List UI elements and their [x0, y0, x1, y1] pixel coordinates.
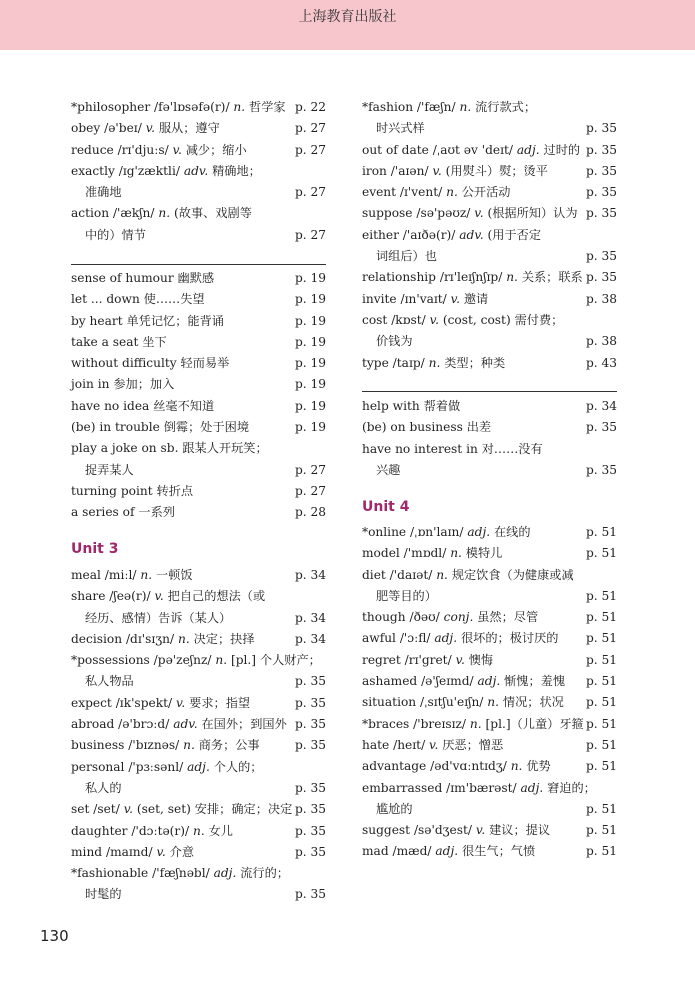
page-ref: p. 19	[294, 420, 326, 435]
definition: 在线的	[493, 525, 531, 539]
definition: 懊悔	[468, 652, 494, 667]
page-ref: p. 35	[585, 270, 617, 285]
entry-word: relationship /rɪ'leɪʃnʃɪp/	[362, 270, 503, 285]
part-of-speech: adj.	[516, 142, 540, 157]
vocab-entry-continued	[362, 331, 617, 352]
page-ref: p. 27	[294, 462, 326, 477]
page-ref: p. 51	[585, 759, 617, 774]
unit-3-list	[71, 565, 326, 906]
page-ref: p. 51	[585, 737, 617, 752]
page-ref: p. 19	[294, 356, 326, 371]
vocab-entry	[362, 396, 617, 417]
vocab-entry	[362, 182, 617, 203]
vocab-entry	[71, 650, 326, 671]
page-ref: p. 34	[294, 610, 326, 625]
entry-word: cost /kɒst/	[362, 312, 426, 327]
vocab-entry	[71, 863, 326, 884]
page-ref: p. 51	[585, 801, 617, 816]
vocab-entry	[71, 842, 326, 863]
vocab-entry	[71, 396, 326, 417]
vocab-entry	[71, 97, 326, 118]
definition: 窘迫的；	[547, 780, 596, 795]
definition: (用于否定	[487, 227, 542, 242]
vocab-entry	[362, 97, 617, 118]
entry-word: hate /heɪt/	[362, 737, 426, 752]
part-of-speech: n.	[140, 568, 153, 582]
vocab-entry	[71, 629, 326, 650]
page-ref: p. 35	[294, 717, 326, 732]
part-of-speech: adj.	[477, 674, 501, 689]
entry-word: suppose /sə'pəʊz/	[362, 206, 471, 221]
definition: 减少；缩小	[185, 142, 247, 157]
page-ref: p. 51	[585, 823, 617, 838]
page-ref: p. 35	[294, 674, 326, 689]
vocab-entry	[362, 439, 617, 460]
definition: 公开活动	[461, 185, 511, 200]
page-ref: p. 51	[585, 631, 617, 646]
definition-continued: 时髦的	[85, 887, 122, 902]
vocab-entry	[71, 311, 326, 332]
entry-word: (be) in trouble 倒霉；处于困境	[71, 420, 250, 435]
vocab-entry	[362, 671, 617, 692]
definition: [pl.]（儿童）牙箍	[485, 716, 584, 731]
part-of-speech: v.	[145, 121, 155, 136]
part-of-speech: v.	[432, 163, 442, 178]
part-of-speech: adj.	[187, 759, 210, 774]
part-of-speech: n.	[446, 185, 458, 200]
vocab-entry	[362, 692, 617, 713]
definition: 类型；种类	[444, 355, 506, 370]
page-ref: p. 51	[585, 716, 617, 731]
vocab-entry	[362, 140, 617, 161]
left-group2	[71, 268, 326, 524]
vocab-entry	[362, 289, 617, 310]
vocab-entry	[362, 310, 617, 331]
vocab-entry-continued	[362, 246, 617, 267]
page-ref: p. 27	[294, 483, 326, 498]
entry-word: type /taɪp/	[362, 355, 425, 370]
definition: 优势	[526, 759, 551, 774]
entry-word: reduce /rɪ'djuːs/	[71, 142, 169, 157]
vocab-entry	[71, 735, 326, 756]
vocab-entry-continued	[71, 182, 326, 203]
entry-word: mad /mæd/	[362, 844, 432, 859]
entry-word: play a joke on sb. 跟某人开玩笑；	[71, 441, 268, 456]
vocab-entry	[362, 267, 617, 288]
definition: 精确地；	[212, 163, 261, 178]
definition: 很生气；气愤	[462, 844, 536, 859]
publisher-name: 上海教育出版社	[298, 9, 397, 25]
entry-word: model /'mɒdl/	[362, 546, 447, 561]
page-ref: p. 35	[585, 420, 617, 435]
entry-word: daughter /'dɔːtə(r)/	[71, 823, 190, 838]
page-ref: p. 35	[585, 185, 617, 200]
right-group1	[362, 97, 617, 374]
page-ref: p. 27	[294, 227, 326, 242]
divider	[71, 264, 326, 265]
vocab-entry	[362, 225, 617, 246]
definition-continued: 尴尬的	[376, 801, 413, 816]
definition: 介意	[169, 844, 195, 859]
definition: 情况；状况	[502, 695, 564, 710]
vocab-entry	[71, 118, 326, 139]
entry-word: sense of humour 幽默感	[71, 271, 215, 285]
entry-word: help with 帮着做	[362, 399, 461, 413]
definition-continued: 私人物品	[85, 674, 134, 689]
part-of-speech: adv.	[459, 227, 484, 242]
page-ref: p. 35	[294, 780, 326, 795]
entry-word: set /set/	[71, 802, 120, 817]
page-number: 130	[40, 927, 69, 945]
definition: 过时的	[543, 142, 581, 157]
unit-3-heading: Unit 3	[71, 541, 119, 557]
entry-word: exactly /ɪg'zæktli/	[71, 163, 180, 178]
page-ref: p. 19	[294, 271, 326, 285]
definition: 在国外；到国外	[201, 717, 287, 732]
part-of-speech: v.	[475, 823, 486, 838]
vocab-entry	[71, 565, 326, 586]
page-ref: p. 22	[294, 100, 326, 114]
vocab-entry	[71, 821, 326, 842]
part-of-speech: v.	[429, 312, 439, 327]
part-of-speech: adj.	[434, 631, 458, 646]
vocab-entry	[362, 714, 617, 735]
vocab-entry	[362, 650, 617, 671]
part-of-speech: adj.	[213, 866, 237, 881]
vocab-entry	[71, 438, 326, 459]
part-of-speech: n.	[233, 100, 246, 114]
entry-word: without difficulty 轻而易举	[71, 356, 230, 371]
vocab-entry	[71, 586, 326, 607]
entry-word: either /'aɪðə(r)/	[362, 227, 456, 242]
vocab-entry	[362, 522, 617, 543]
page-ref: p. 27	[294, 121, 326, 136]
vocab-entry	[71, 289, 326, 310]
page-ref: p. 43	[585, 355, 617, 370]
part-of-speech: v.	[450, 291, 460, 306]
entry-word: mind /maɪnd/	[71, 844, 153, 859]
part-of-speech: adj.	[467, 525, 491, 539]
part-of-speech: adj.	[520, 780, 544, 795]
definition: 规定饮食（为健康或减	[451, 567, 574, 582]
entry-word: by heart 单凭记忆；能背诵	[71, 313, 224, 328]
definition: 把自己的想法（或	[167, 589, 266, 604]
entry-word: ashamed /ə'ʃeɪmd/	[362, 674, 474, 689]
entry-word: meal /miːl/	[71, 568, 137, 582]
page-ref: p. 51	[585, 588, 617, 603]
vocab-entry	[362, 628, 617, 649]
page-ref: p. 27	[294, 142, 326, 157]
definition-continued: 经历、感情）告诉（某人）	[85, 610, 232, 625]
page-ref: p. 51	[585, 652, 617, 667]
entry-word: though /ðəʊ/	[362, 610, 440, 625]
part-of-speech: v.	[175, 695, 186, 710]
page-ref: p. 35	[585, 163, 617, 178]
divider	[362, 391, 617, 392]
part-of-speech: n.	[487, 695, 500, 710]
definition: 要求；指望	[189, 695, 251, 710]
vocab-entry-continued	[71, 225, 326, 246]
definition: 个人的；	[213, 759, 263, 774]
page-ref: p. 51	[585, 844, 617, 859]
page-ref: p. 28	[294, 505, 326, 520]
vocab-entry	[71, 714, 326, 735]
definition: 惭愧；羞愧	[504, 674, 566, 689]
entry-word: join in 参加；加入	[71, 377, 175, 392]
page-ref: p. 35	[585, 142, 617, 157]
entry-word: personal /'pɜːsənl/	[71, 759, 184, 774]
entry-word: out of date /ˌaʊt əv 'deɪt/	[362, 142, 514, 157]
part-of-speech: n.	[183, 738, 195, 753]
entry-word: let ... down 使……失望	[71, 292, 205, 307]
definition-continued: 时兴式样	[376, 121, 425, 136]
definition: 虽然；尽管	[477, 610, 539, 625]
entry-word: iron /'aɪən/	[362, 163, 429, 178]
part-of-speech: adv.	[173, 717, 198, 732]
part-of-speech: v.	[429, 737, 439, 752]
entry-word: abroad /ə'brɔːd/	[71, 717, 170, 732]
definition: 邀请	[463, 291, 489, 306]
part-of-speech: v.	[154, 589, 164, 604]
vocab-entry	[362, 820, 617, 841]
vocab-entry	[362, 353, 617, 374]
page-ref: p. 38	[585, 291, 617, 306]
vocab-entry	[71, 481, 326, 502]
part-of-speech: adv.	[183, 163, 209, 178]
part-of-speech: n.	[510, 759, 523, 774]
entry-word: *possessions /pə'zeʃnz/	[71, 653, 212, 668]
definition: 流行的；	[240, 866, 289, 881]
page-ref: p. 34	[294, 568, 326, 582]
vocab-entry	[71, 417, 326, 438]
vocab-entry-continued	[71, 778, 326, 799]
definition-continued: 私人的	[85, 780, 122, 795]
vocab-entry-continued	[71, 671, 326, 692]
entry-word: embarrassed /ɪm'bærəst/	[362, 780, 517, 795]
vocab-entry	[362, 161, 617, 182]
entry-word: suggest /sə'dʒest/	[362, 823, 473, 838]
definition-continued: 兴趣	[376, 462, 401, 477]
definition: 厌恶；憎恶	[442, 737, 504, 752]
page-ref: p. 35	[294, 802, 326, 817]
definition: 流行款式；	[475, 100, 537, 114]
vocab-entry-continued	[71, 460, 326, 481]
page-ref: p. 19	[294, 292, 326, 307]
part-of-speech: conj.	[443, 610, 474, 625]
page-ref: p. 35	[294, 823, 326, 838]
entry-word: event /ɪ'vent/	[362, 185, 443, 200]
definition: 建议；提议	[489, 823, 551, 838]
definition-continued: 中的）情节	[85, 227, 146, 242]
definition: 很坏的；极讨厌的	[460, 631, 559, 646]
page-ref: p. 51	[585, 695, 617, 710]
vocab-entry	[71, 757, 326, 778]
page-ref: p. 35	[585, 121, 617, 136]
entry-word: *braces /'breɪsɪz/	[362, 716, 467, 731]
part-of-speech: n.	[177, 631, 190, 646]
definition: 一顿饭	[155, 568, 193, 582]
vocab-entry	[71, 693, 326, 714]
page-ref: p. 35	[585, 206, 617, 221]
page-ref: p. 35	[294, 887, 326, 902]
vocab-entry	[71, 374, 326, 395]
page-ref: p. 27	[294, 185, 326, 200]
definition: 商务；公事	[198, 738, 260, 753]
vocab-entry	[362, 417, 617, 438]
definition-continued: 捉弄某人	[85, 462, 134, 477]
vocab-entry-continued	[362, 586, 617, 607]
page-ref: p. 34	[585, 399, 617, 413]
right-group2	[362, 396, 617, 481]
part-of-speech: v.	[123, 802, 134, 817]
publisher-header	[0, 0, 695, 50]
entry-word: have no interest in 对……没有	[362, 441, 543, 456]
definition: (用熨斗）熨；烫平	[445, 163, 548, 178]
page-ref: p. 38	[585, 334, 617, 349]
part-of-speech: n.	[450, 546, 462, 561]
definition: [pl.] 个人财产；	[230, 653, 321, 668]
part-of-speech: n.	[506, 270, 518, 285]
vocab-entry	[362, 607, 617, 628]
definition: 关系；联系	[521, 270, 583, 285]
page-ref: p. 34	[294, 631, 326, 646]
definition: 决定；抉择	[193, 631, 255, 646]
part-of-speech: v.	[474, 206, 484, 221]
entry-word: advantage /əd'vɑːntɪdʒ/	[362, 759, 507, 774]
part-of-speech: n.	[193, 823, 205, 838]
page-ref: p. 35	[294, 844, 326, 859]
entry-word: *fashionable /'fæʃnəbl/	[71, 866, 210, 881]
vocab-entry	[362, 203, 617, 224]
definition-continued: 肥等目的）	[376, 588, 437, 603]
entry-word: expect /ɪk'spekt/	[71, 695, 173, 710]
page-ref: p. 35	[585, 249, 617, 264]
definition: 模特儿	[465, 546, 503, 561]
entry-word: action /'ækʃn/	[71, 206, 155, 221]
page-ref: p. 19	[294, 377, 326, 392]
entry-word: have no idea 丝毫不知道	[71, 398, 215, 413]
part-of-speech: v.	[172, 142, 182, 157]
page-ref: p. 35	[585, 462, 617, 477]
definition: (cost, cost) 需付费；	[442, 312, 564, 327]
definition: 哲学家	[249, 100, 286, 114]
vocab-entry	[71, 353, 326, 374]
definition-continued: 词组后）也	[376, 249, 437, 264]
entry-word: *philosopher /fə'lɒsəfə(r)/	[71, 100, 230, 114]
page-ref: p. 19	[294, 398, 326, 413]
vocab-entry	[362, 543, 617, 564]
page-ref: p. 19	[294, 313, 326, 328]
entry-word: (be) on business 出差	[362, 420, 492, 435]
page-ref: p. 19	[294, 334, 326, 349]
left-group1	[71, 97, 326, 246]
part-of-speech: n.	[428, 355, 441, 370]
entry-word: a series of 一系列	[71, 505, 175, 520]
entry-word: situation /ˌsɪtʃu'eɪʃn/	[362, 695, 484, 710]
part-of-speech: n.	[158, 206, 171, 221]
definition: (根据所知）认为	[487, 206, 578, 221]
part-of-speech: n.	[215, 653, 228, 668]
definition-continued: 准确地	[85, 185, 122, 200]
definition: 女儿	[208, 823, 233, 838]
vocab-entry	[71, 203, 326, 224]
vocab-entry-continued	[362, 799, 617, 820]
part-of-speech: n.	[436, 567, 448, 582]
vocab-entry	[71, 332, 326, 353]
vocab-entry-continued	[362, 118, 617, 139]
definition: (故事、戏剧等	[174, 206, 252, 221]
part-of-speech: n.	[469, 716, 482, 731]
part-of-speech: v.	[156, 844, 166, 859]
vocab-entry	[362, 735, 617, 756]
entry-word: obey /ə'beɪ/	[71, 121, 142, 136]
page-ref: p. 35	[294, 695, 326, 710]
entry-word: *fashion /'fæʃn/	[362, 100, 456, 114]
definition: (set, set) 安排；确定；决定	[136, 802, 293, 817]
vocab-entry	[362, 756, 617, 777]
vocab-entry	[362, 778, 617, 799]
vocab-entry	[71, 268, 326, 289]
entry-word: business /'bɪznəs/	[71, 738, 180, 753]
part-of-speech: n.	[459, 100, 472, 114]
entry-word: invite /ɪn'vaɪt/	[362, 291, 447, 306]
vocab-entry-continued	[362, 460, 617, 481]
vocab-entry	[71, 161, 326, 182]
entry-word: share /ʃeə(r)/	[71, 589, 151, 604]
definition: 服从；遵守	[158, 121, 220, 136]
entry-word: regret /rɪ'gret/	[362, 652, 452, 667]
vocab-entry-continued	[71, 884, 326, 905]
entry-word: take a seat 坐下	[71, 334, 167, 349]
entry-word: *online /ˌɒn'laɪn/	[362, 525, 464, 539]
page-ref: p. 51	[585, 610, 617, 625]
entry-word: decision /dɪ'sɪʒn/	[71, 631, 175, 646]
page-ref: p. 51	[585, 546, 617, 561]
unit-4-list	[362, 522, 617, 863]
page-ref: p. 51	[585, 525, 617, 539]
page-ref: p. 35	[294, 738, 326, 753]
vocab-entry	[71, 502, 326, 523]
entry-word: diet /'daɪət/	[362, 567, 433, 582]
unit-4-heading: Unit 4	[362, 499, 410, 515]
entry-word: awful /'ɔːfl/	[362, 631, 431, 646]
vocab-entry	[362, 565, 617, 586]
part-of-speech: adj.	[435, 844, 459, 859]
part-of-speech: v.	[455, 652, 465, 667]
definition-continued: 价钱为	[376, 334, 413, 349]
vocab-entry-continued	[71, 608, 326, 629]
entry-word: turning point 转折点	[71, 483, 194, 498]
page-ref: p. 51	[585, 674, 617, 689]
vocab-entry	[362, 841, 617, 862]
vocab-entry	[71, 140, 326, 161]
vocab-entry	[71, 799, 326, 820]
